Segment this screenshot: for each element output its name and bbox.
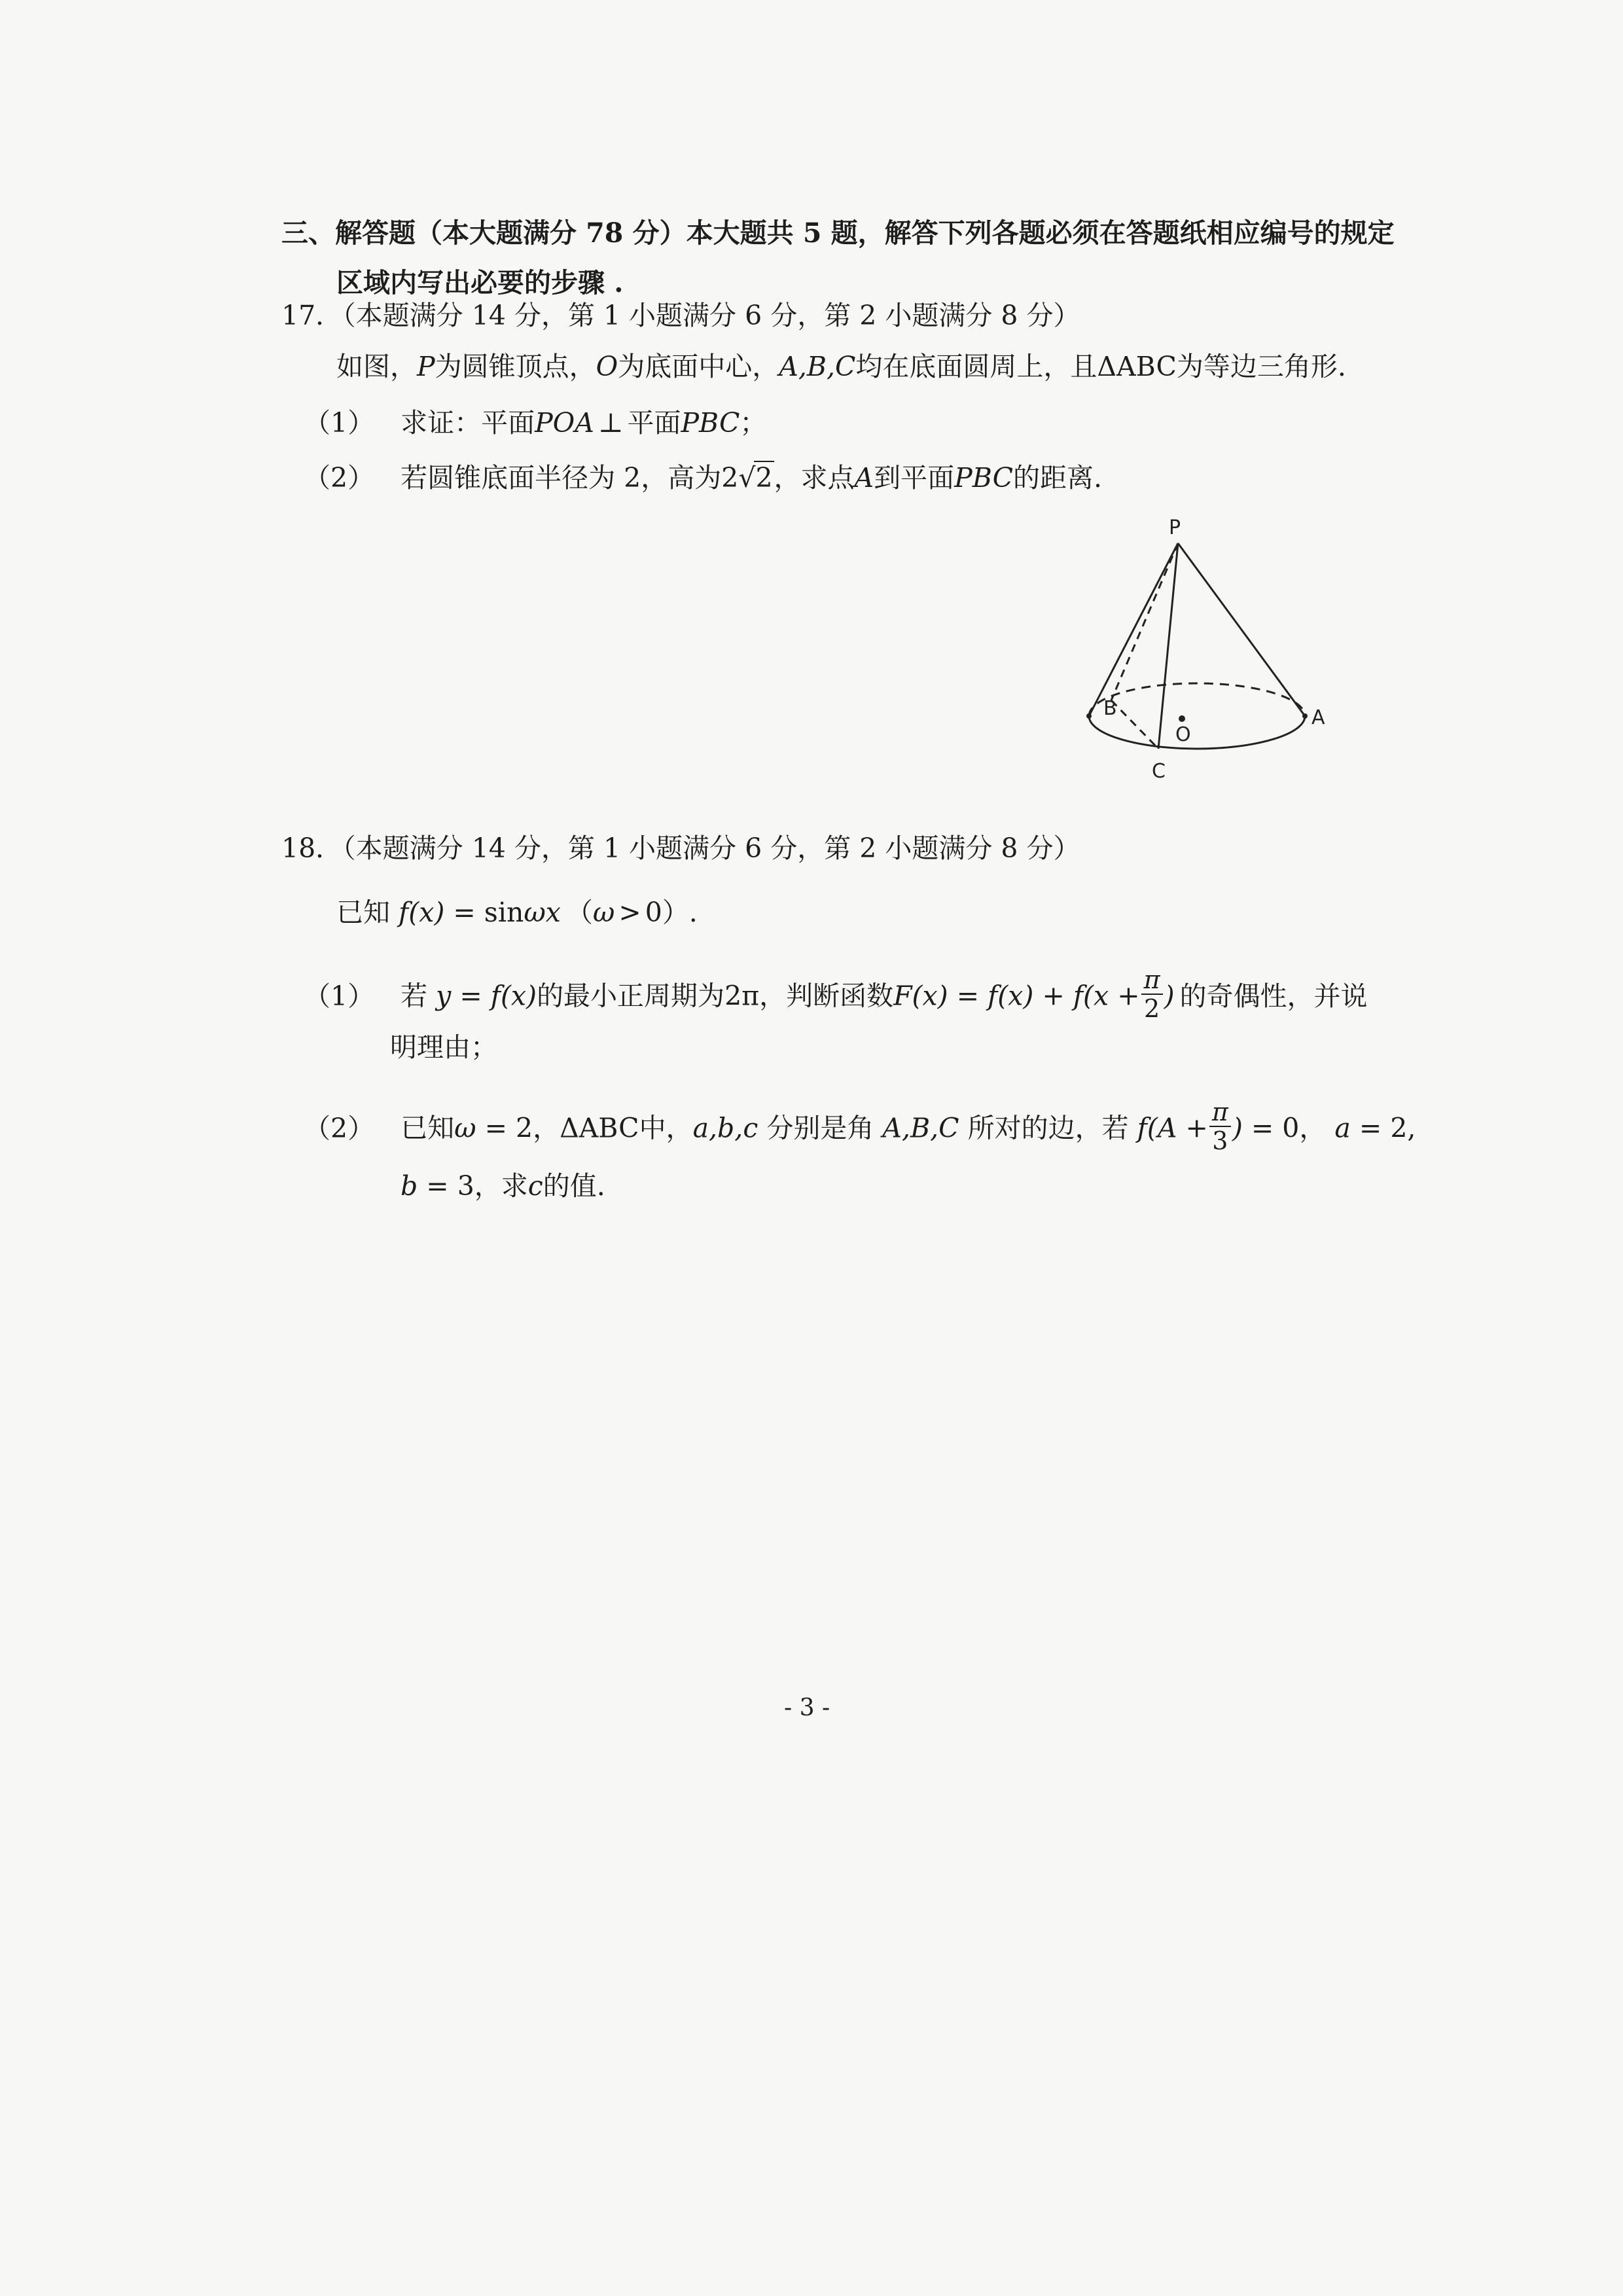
q17-part2-number: （2） (304, 462, 375, 493)
point-A (1302, 713, 1308, 719)
base-ellipse-front (1089, 716, 1305, 749)
center-point-O (1179, 715, 1185, 722)
label-A: A (1311, 706, 1325, 729)
edge-BC (1111, 700, 1158, 749)
cone-figure (1060, 504, 1335, 805)
edge-PA (1178, 543, 1305, 716)
q18-part1-number: （1） (304, 980, 375, 1012)
label-C: C (1152, 760, 1166, 783)
edge-PB (1111, 543, 1178, 700)
q18-given: 已知 f(x) = sinωx （ω > 0）. (336, 897, 698, 928)
label-P: P (1169, 516, 1181, 539)
q18-header: 18．（本题满分 14 分，第 1 小题满分 6 分，第 2 小题满分 8 分） (281, 833, 1080, 864)
point-left (1086, 713, 1092, 719)
q18-part2-line1: （2） 已知ω = 2，ΔABC中，a,b,c 分别是角 A,B,C 所对的边，若 f(A + $\frac{\pi}{3}$ ) = 0， a = 2, (304, 1098, 1416, 1155)
q17-header: 17．（本题满分 14 分，第 1 小题满分 6 分，第 2 小题满分 8 分） (281, 300, 1080, 331)
page-number: - 3 - (784, 1695, 830, 1721)
q17-part2: （2） 若圆锥底面半径为 2，高为2√2，求点A到平面PBC的距离. (304, 462, 1103, 493)
q18-part1-line1: （1） 若 y = f(x)的最小正周期为2π，判断函数F(x) = f(x) + f(x + $\frac{\pi}{2}$ ) 的奇偶性，并说 (304, 965, 1368, 1023)
label-O: O (1175, 723, 1191, 746)
q18-part2-number: （2） (304, 1112, 375, 1144)
label-B: B (1103, 697, 1117, 720)
fraction-pi-over-2: $\frac{\pi}{2}$ (1141, 967, 1163, 1021)
fraction-pi-over-3: $\frac{\pi}{3}$ (1209, 1100, 1231, 1153)
section-header-line2: 区域内写出必要的步骤 . (336, 267, 624, 298)
q18-part2-line2: b = 3，求c的值. (401, 1170, 605, 1202)
q18-part1-line2: 明理由； (390, 1031, 497, 1063)
section-header-line1: 三、解答题（本大题满分 78 分）本大题共 5 题，解答下列各题必须在答题纸相应编号的规定 (281, 217, 1395, 249)
q17-stem: 如图，P为圆锥顶点，O为底面中心，A,B,C均在底面圆周上，且ΔABC为等边三角形. (336, 351, 1346, 382)
q17-part1-number: （1） (304, 407, 375, 439)
q17-part1: （1） 求证：平面POA ⊥ 平面PBC； (304, 407, 767, 439)
